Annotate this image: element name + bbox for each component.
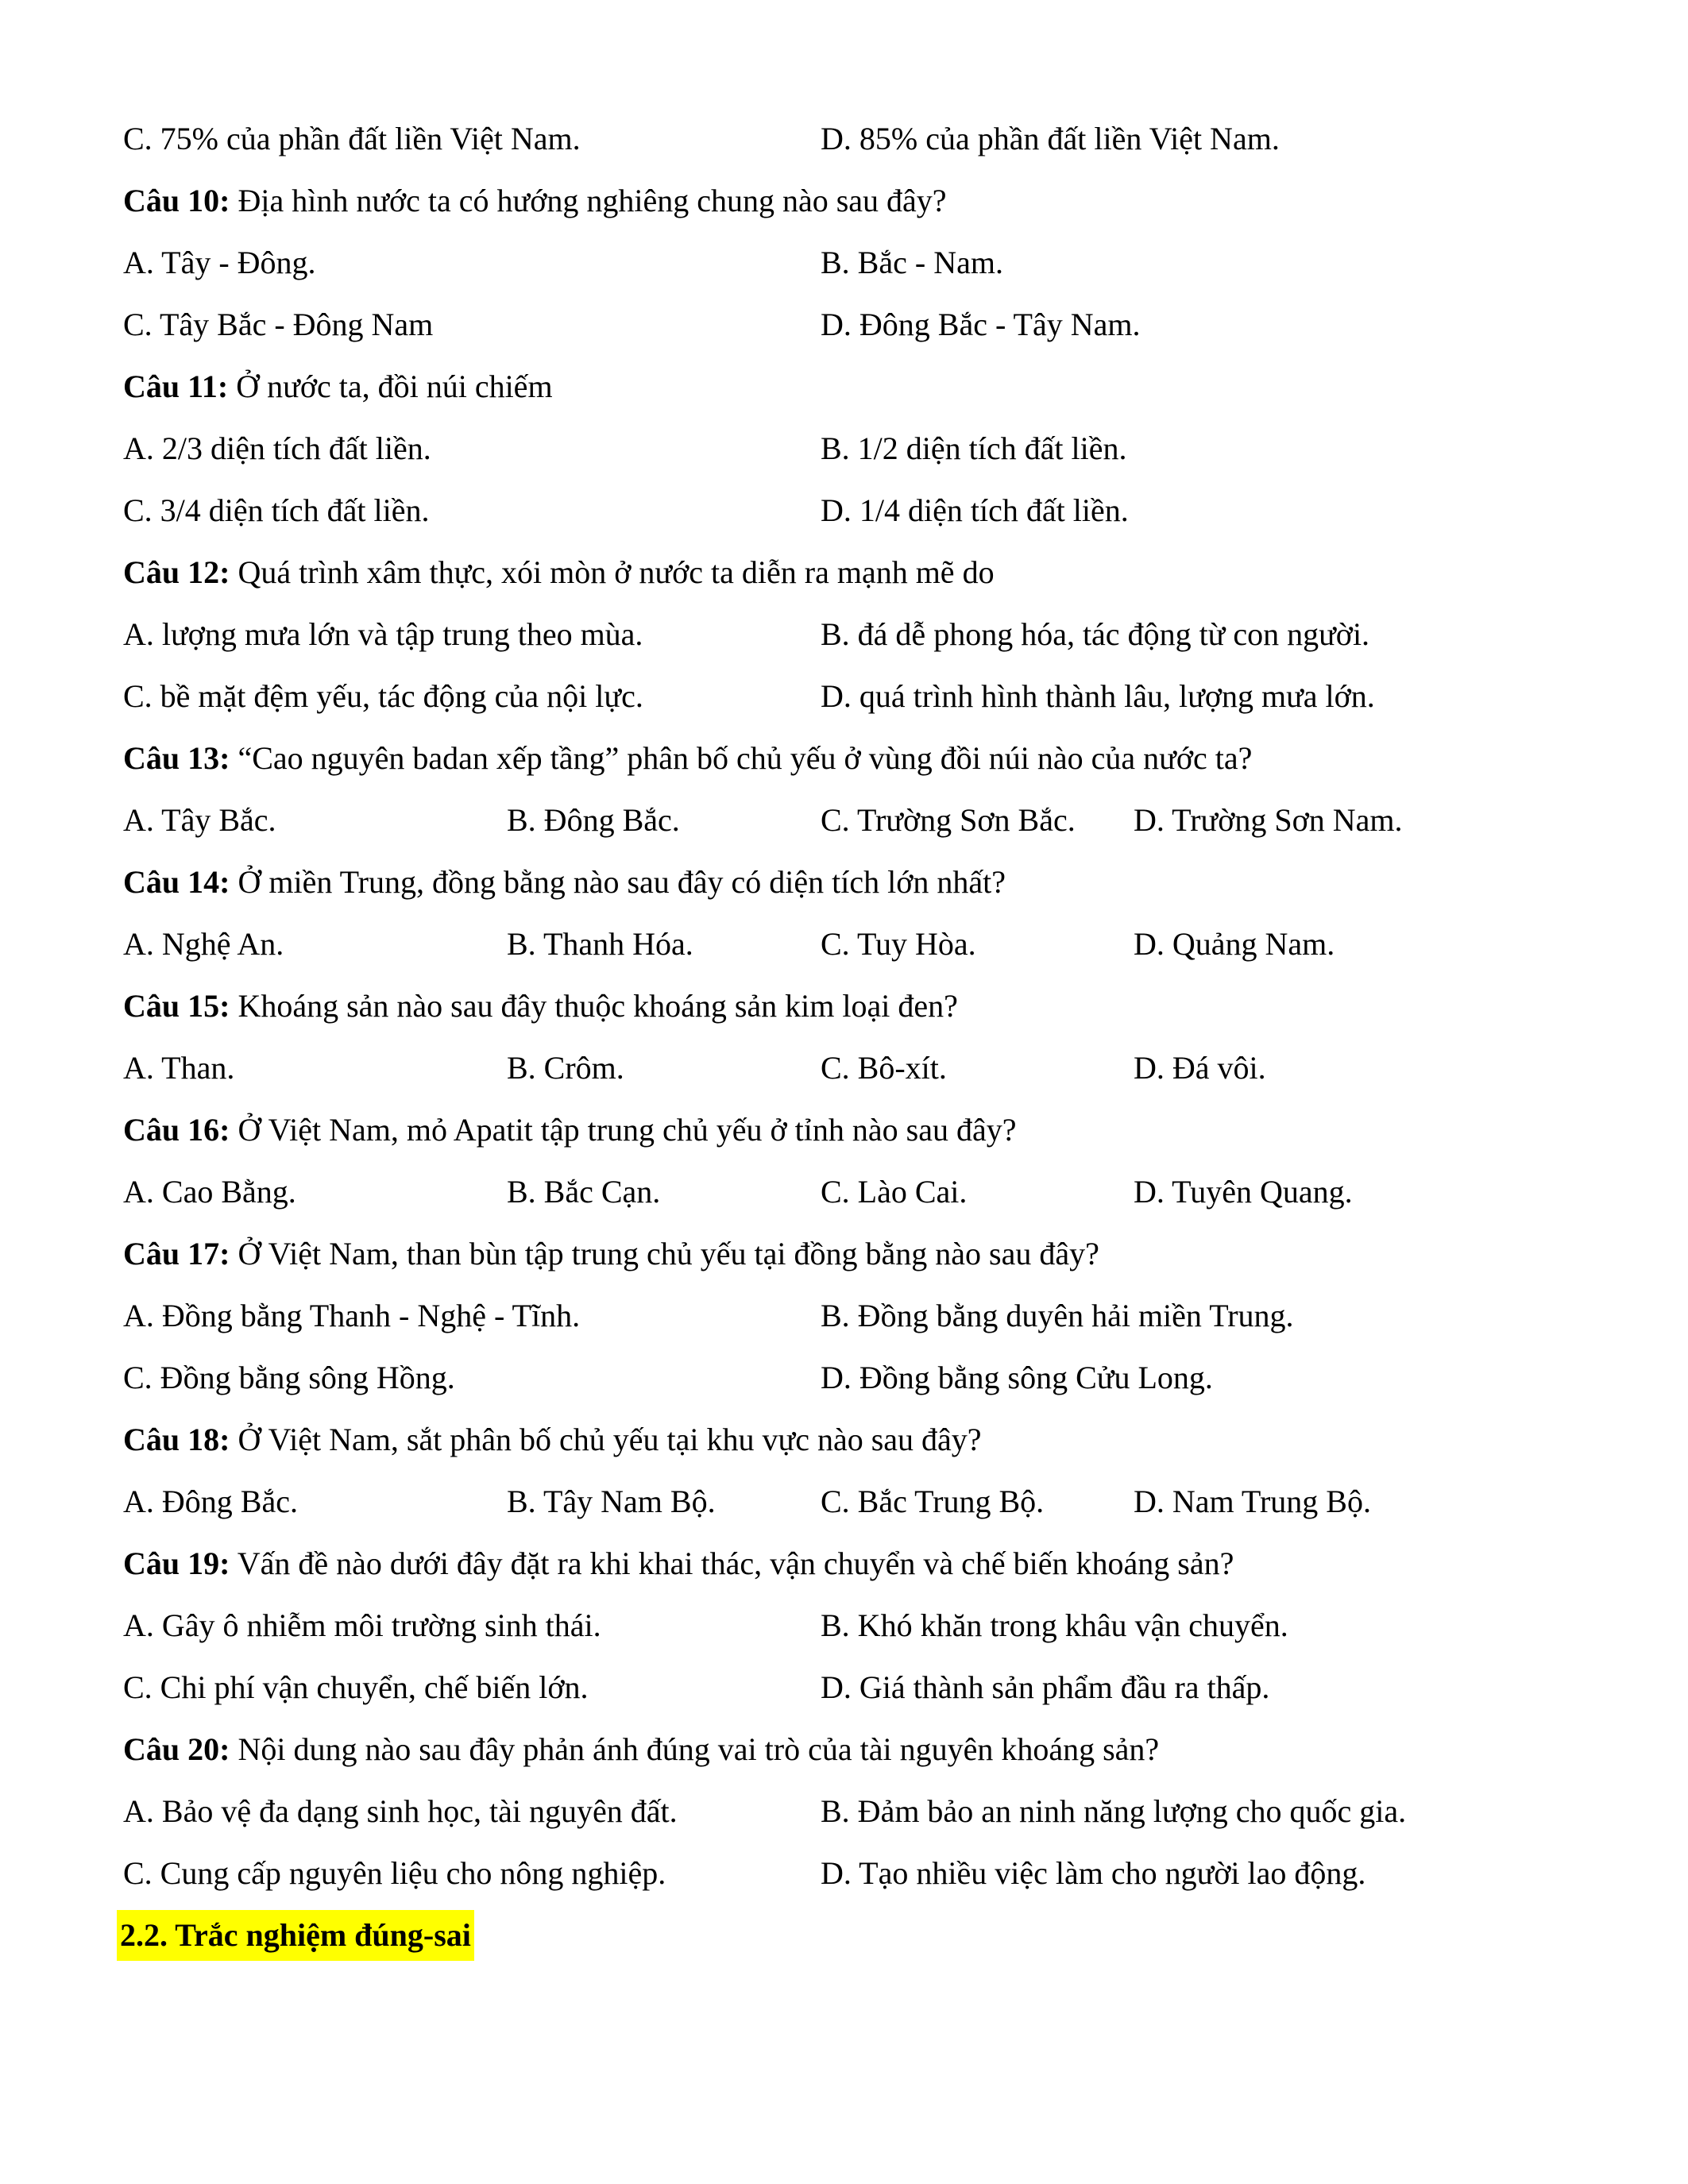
- question-stem: [123, 1724, 1601, 1786]
- answer-option: B. Khó khăn trong khâu vận chuyển.: [821, 1607, 1288, 1643]
- answer-option: B. Đồng bằng duyên hải miền Trung.: [821, 1298, 1294, 1333]
- option-row: [123, 795, 1601, 857]
- answer-option: D. Nam Trung Bộ.: [1134, 1484, 1371, 1519]
- answer-option: B. đá dễ phong hóa, tác động từ con người.: [821, 616, 1370, 652]
- answer-option: C. 3/4 diện tích đất liền.: [123, 492, 430, 528]
- question-stem: [123, 1414, 1601, 1476]
- question-stem: [123, 1105, 1601, 1167]
- option-row: [123, 1167, 1601, 1229]
- answer-option: D. quá trình hình thành lâu, lượng mưa lớn.: [821, 678, 1375, 714]
- answer-option: A. Gây ô nhiễm môi trường sinh thái.: [123, 1607, 601, 1643]
- option-row: [123, 1786, 1601, 1848]
- question-text: Khoáng sản nào sau đây thuộc khoáng sản kim loại đen?: [230, 988, 958, 1024]
- answer-option: A. 2/3 diện tích đất liền.: [123, 430, 431, 466]
- question-text: Vấn đề nào dưới đây đặt ra khi khai thác, vận chuyển và chế biến khoáng sản?: [230, 1545, 1234, 1581]
- option-row: [123, 671, 1601, 733]
- question-text: Ở Việt Nam, sắt phân bố chủ yếu tại khu vực nào sau đây?: [230, 1422, 982, 1457]
- option-row: [123, 485, 1601, 547]
- answer-option: D. Đông Bắc - Tây Nam.: [821, 307, 1141, 342]
- answer-option: C. Chi phí vận chuyển, chế biến lớn.: [123, 1669, 589, 1705]
- answer-option: A. Bảo vệ đa dạng sinh học, tài nguyên đất.: [123, 1793, 678, 1829]
- question-number: Câu 20:: [123, 1731, 230, 1767]
- question-text: Ở Việt Nam, mỏ Apatit tập trung chủ yếu ở tỉnh nào sau đây?: [230, 1112, 1017, 1148]
- question-text: Địa hình nước ta có hướng nghiêng chung nào sau đây?: [230, 183, 947, 218]
- answer-option: B. Bắc - Nam.: [821, 245, 1003, 280]
- document-page: [120, 114, 1601, 1972]
- question-stem: [123, 547, 1601, 609]
- option-row: [123, 423, 1601, 485]
- question-number: Câu 13:: [123, 740, 230, 776]
- question-text: Nội dung nào sau đây phản ánh đúng vai trò của tài nguyên khoáng sản?: [230, 1731, 1160, 1767]
- question-number: Câu 12:: [123, 554, 230, 590]
- question-text: Ở miền Trung, đồng bằng nào sau đây có diện tích lớn nhất?: [230, 864, 1006, 900]
- question-number: Câu 15:: [123, 988, 230, 1024]
- answer-option: D. Tạo nhiều việc làm cho người lao động.: [821, 1855, 1366, 1891]
- option-row: [123, 609, 1601, 671]
- answer-option: D. 1/4 diện tích đất liền.: [821, 492, 1129, 528]
- answer-option: B. 1/2 diện tích đất liền.: [821, 430, 1127, 466]
- option-row: [123, 1476, 1601, 1538]
- option-row: [123, 1662, 1601, 1724]
- answer-option: A. Đông Bắc.: [123, 1484, 298, 1519]
- answer-option: B. Crôm.: [507, 1050, 624, 1086]
- answer-option: D. Giá thành sản phẩm đầu ra thấp.: [821, 1669, 1270, 1705]
- answer-option: C. bề mặt đệm yếu, tác động của nội lực.: [123, 678, 643, 714]
- answer-option: D. Tuyên Quang.: [1134, 1174, 1353, 1210]
- answer-option: D. Quảng Nam.: [1134, 926, 1335, 962]
- answer-option: C. Tây Bắc - Đông Nam: [123, 307, 434, 342]
- answer-option: D. Đá vôi.: [1134, 1050, 1266, 1086]
- option-row: [123, 919, 1601, 981]
- question-stem: [123, 733, 1601, 795]
- answer-option: B. Đông Bắc.: [507, 802, 680, 838]
- question-stem: [123, 176, 1601, 237]
- option-row: [123, 1291, 1601, 1352]
- answer-option: B. Thanh Hóa.: [507, 926, 693, 962]
- question-stem: [123, 981, 1601, 1043]
- option-row: [123, 1600, 1601, 1662]
- question-text: “Cao nguyên badan xếp tầng” phân bố chủ yếu ở vùng đồi núi nào của nước ta?: [230, 740, 1253, 776]
- question-stem: [123, 1229, 1601, 1291]
- option-row: [123, 299, 1601, 361]
- answer-option: A. Tây Bắc.: [123, 802, 276, 838]
- answer-option: A. Than.: [123, 1050, 235, 1086]
- answer-option: C. Tuy Hòa.: [821, 926, 976, 962]
- option-row: [123, 114, 1601, 176]
- answer-option: D. Đồng bằng sông Cửu Long.: [821, 1360, 1213, 1395]
- option-row: [123, 1352, 1601, 1414]
- question-stem: [123, 1538, 1601, 1600]
- question-number: Câu 14:: [123, 864, 230, 900]
- question-number: Câu 16:: [123, 1112, 230, 1148]
- question-number: Câu 18:: [123, 1422, 230, 1457]
- answer-option: A. Đồng bằng Thanh - Nghệ - Tĩnh.: [123, 1298, 581, 1333]
- question-stem: [123, 361, 1601, 423]
- answer-option: D. 85% của phần đất liền Việt Nam.: [821, 121, 1280, 156]
- option-row: [123, 237, 1601, 299]
- question-text: Ở Việt Nam, than bùn tập trung chủ yếu tại đồng bằng nào sau đây?: [230, 1236, 1099, 1271]
- question-number: Câu 11:: [123, 369, 229, 404]
- answer-option: A. Tây - Đông.: [123, 245, 316, 280]
- answer-option: A. Cao Bằng.: [123, 1174, 296, 1210]
- section-heading-row: [120, 1910, 1601, 1972]
- answer-option: C. Bô-xít.: [821, 1050, 947, 1086]
- answer-option: B. Tây Nam Bộ.: [507, 1484, 716, 1519]
- answer-option: B. Đảm bảo an ninh năng lượng cho quốc gia.: [821, 1793, 1407, 1829]
- answer-option: C. 75% của phần đất liền Việt Nam.: [123, 121, 581, 156]
- question-text: Ở nước ta, đồi núi chiếm: [228, 369, 553, 404]
- question-number: Câu 19:: [123, 1545, 230, 1581]
- question-number: Câu 17:: [123, 1236, 230, 1271]
- answer-option: C. Lào Cai.: [821, 1174, 968, 1210]
- answer-option: D. Trường Sơn Nam.: [1134, 802, 1403, 838]
- answer-option: C. Cung cấp nguyên liệu cho nông nghiệp.: [123, 1855, 666, 1891]
- option-row: [123, 1848, 1601, 1910]
- answer-option: C. Đồng bằng sông Hồng.: [123, 1360, 455, 1395]
- answer-option: A. lượng mưa lớn và tập trung theo mùa.: [123, 616, 643, 652]
- section-heading: 2.2. Trắc nghiệm đúng-sai: [117, 1910, 474, 1961]
- question-stem: [123, 857, 1601, 919]
- answer-option: C. Bắc Trung Bộ.: [821, 1484, 1045, 1519]
- answer-option: C. Trường Sơn Bắc.: [821, 802, 1076, 838]
- question-text: Quá trình xâm thực, xói mòn ở nước ta diễn ra mạnh mẽ do: [230, 554, 995, 590]
- answer-option: B. Bắc Cạn.: [507, 1174, 661, 1210]
- answer-option: A. Nghệ An.: [123, 926, 284, 962]
- option-row: [123, 1043, 1601, 1105]
- question-number: Câu 10:: [123, 183, 230, 218]
